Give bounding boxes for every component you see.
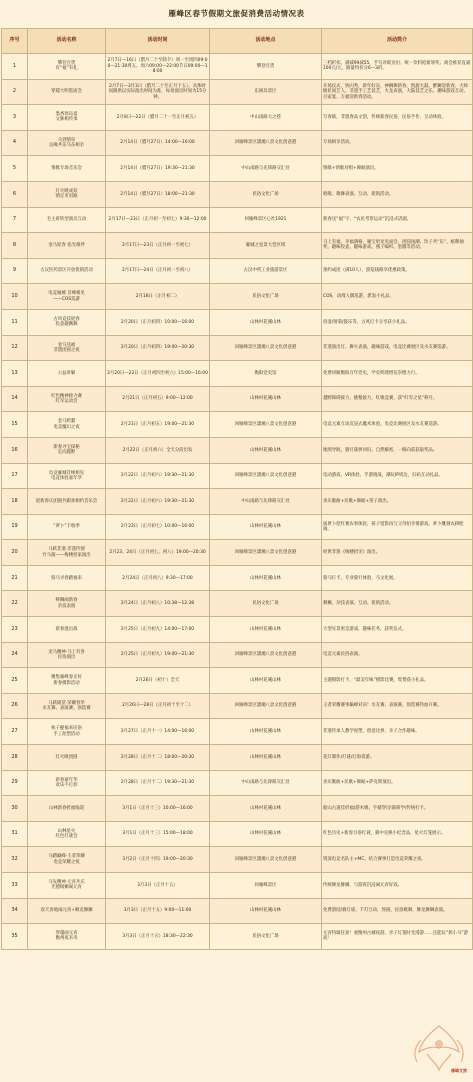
cell-activity-location: 山林村花溪山林 — [210, 309, 322, 335]
cell-activity-location: 山林村花溪山林 — [210, 898, 322, 924]
table-row — [2, 770, 473, 796]
cell-activity-name: 马踏巅峰·王者荣耀 电竞荣耀之夜 — [28, 847, 106, 873]
table-row — [2, 361, 473, 387]
table-row — [2, 540, 473, 566]
cell-activity-name: 聚集雁峰春正好 新春摄影活动 — [28, 668, 106, 694]
cell-activity-intro: 主题摄影打卡，“最美年味”摄影比赛，集赞获小礼品。 — [322, 668, 473, 694]
cell-activity-intro: 舞狮，杂技表演、互动、促销活动。 — [322, 591, 473, 617]
cell-activity-intro: 专场相亲活动。 — [322, 130, 473, 156]
cell-activity-location: 回雁峰景区潇湘八景文化创意港 — [210, 642, 322, 668]
cell-activity-location: 中山南路与先锋路交汇处 — [210, 156, 322, 182]
cell-activity-name: 毛主席转型演员互动 — [28, 207, 106, 233]
activity-table — [1, 28, 473, 950]
cell-activity-location: 回雁峰景区潇湘八景文化创意港 — [210, 693, 322, 719]
cell-activity-time: 2月20日（正月初四）19:00—20:30 — [106, 335, 210, 361]
table-row — [2, 898, 473, 924]
cell-activity-name: 攀登百货 有“福”有礼 — [28, 54, 106, 80]
cell-activity-location: 山林村花溪山林 — [210, 745, 322, 771]
cell-activity-time: 2月24日（正月初八）9:30—17:00 — [106, 565, 210, 591]
cell-activity-time: 2月14日（腊月27日）19:30—21:30 — [106, 156, 210, 182]
cell-activity-name: 鲜狮闹新春 杂技表演 — [28, 591, 106, 617]
cell-activity-location: 山林村花溪山林 — [210, 796, 322, 822]
cell-activity-intro: 预约成团（满10人），游览线路享优惠政策。 — [322, 258, 473, 284]
cell-activity-time: 2月25日（正月初九）19:00—21:30 — [106, 642, 210, 668]
cell-activity-location: 民俗文化广场 — [210, 924, 322, 950]
cell-activity-name: 灯火映成双 情定市府路 — [28, 181, 106, 207]
cell-index: 9 — [2, 258, 28, 284]
cell-activity-intro: 新春送“福”字、“农民考察运动”沉浸式话剧。 — [322, 207, 473, 233]
cell-index: 27 — [2, 719, 28, 745]
cell-activity-time: 2月26日（初十）全天 — [106, 668, 210, 694]
cell-activity-location: 民俗文化广场 — [210, 181, 322, 207]
cell-activity-name: 新春逃出战 — [28, 617, 106, 643]
cell-activity-time: 2月21日（正月初五）9:00—12:00 — [106, 386, 210, 412]
cell-activity-name: 穿越闹元宵 衡州夜未央 — [28, 924, 106, 950]
table-row — [2, 79, 473, 105]
cell-index: 1 — [2, 54, 28, 80]
cell-activity-time: 2月17日—23日（正月初一至初七）9:30—12:00 — [106, 207, 210, 233]
cell-activity-name: 新春寻宝探秘 定向越野 — [28, 437, 106, 463]
cell-activity-intro: 非遗演出灯、舞火表演、趣味游戏、电竞比赛展区及水友赛巡游。 — [322, 335, 473, 361]
table-row — [2, 156, 473, 182]
cell-activity-time: 3月3日（正月十五）9:00—11:00 — [106, 898, 210, 924]
cell-activity-intro: 电动游戏、VR体验、手游挑战，潮玩IP周边，扫码互动礼品。 — [322, 463, 473, 489]
cell-activity-intro: 电竞元素互动沉浸式魔术体验，电竞比赛展区及水友赛巡游。 — [322, 412, 473, 438]
cell-activity-name: 新春嘉年华 欢乐不打烊 — [28, 770, 106, 796]
table-row — [2, 693, 473, 719]
cell-index: 2 — [2, 79, 28, 105]
cell-activity-time: 2月28日（正月十二）19:30—21:30 — [106, 770, 210, 796]
cell-activity-name: 金马迎春 焰光相伴 — [28, 233, 106, 259]
cell-activity-location: 山林村花溪山林 — [210, 617, 322, 643]
cell-activity-time: 3月3日（正月十五） — [106, 873, 210, 899]
cell-activity-name: 金马送福 非遗团圆之夜 — [28, 335, 106, 361]
cell-activity-intro: 电竞元素民俗表演。 — [322, 642, 473, 668]
cell-index: 12 — [2, 335, 28, 361]
cell-activity-time: 3月3日（正月十五）18:30—22:30 — [106, 924, 210, 950]
cell-activity-time: 2月24日（正月初八）10:38—12:38 — [106, 591, 210, 617]
table-row — [2, 181, 473, 207]
cell-activity-name: 情歌专场音乐会 — [28, 156, 106, 182]
cell-activity-location: 山林村花溪山林 — [210, 668, 322, 694]
cell-index: 14 — [2, 386, 28, 412]
cell-index: 22 — [2, 591, 28, 617]
cell-activity-time: 3月1日（正月十三）10:00—16:00 — [106, 796, 210, 822]
cell-activity-location: 中山南路与先锋路交汇处 — [210, 489, 322, 515]
cell-activity-intro: 越野障碍接力、挑粮接力，红歌竞赛，获“红军之星”称号。 — [322, 386, 473, 412]
table-row — [2, 668, 473, 694]
watermark-text: 雁峰文旅 — [451, 1068, 467, 1073]
cell-index: 32 — [2, 847, 28, 873]
cell-activity-location: 回雁峰景区潇湘八景文化创意港 — [210, 540, 322, 566]
cell-activity-location: 回雁峰景区心社1921 — [210, 207, 322, 233]
table-row — [2, 284, 473, 310]
cell-activity-time: 2月8日—22日（腊月二十一至正月初五） — [106, 105, 210, 131]
table-row — [2, 309, 473, 335]
cell-activity-intro: 唱歌、歌舞表演、互动、促销活动。 — [322, 181, 473, 207]
table-row — [2, 105, 473, 131]
table-row — [2, 463, 473, 489]
cell-index: 30 — [2, 796, 28, 822]
table-row — [2, 642, 473, 668]
page-title: 雁峰区春节假期文旅促消费活动情况表 — [168, 9, 305, 18]
cell-activity-name: 龙马精神·马上有喜 民俗演出 — [28, 642, 106, 668]
table-row — [2, 591, 473, 617]
cell-activity-location: 回雁峰景区潇湘八景文化创意港 — [210, 130, 322, 156]
table-row — [2, 437, 473, 463]
cell-activity-name: 金马跨骝 电竞魔幻之夜 — [28, 412, 106, 438]
cell-activity-name: 古汉医药景区开放促销活动 — [28, 258, 106, 284]
cell-activity-name: 欢天喜地闹元宵+舞龙舞狮 — [28, 898, 106, 924]
table-row — [2, 130, 473, 156]
cell-activity-time: 2月14日（腊月27日）14:00—16:00 — [106, 130, 210, 156]
cell-activity-intro: 非遗传承人教学泥塑，创意比拼，亲子合作趣味。 — [322, 719, 473, 745]
cell-activity-intro: 船山古道挂折福/游木棉、手循穿/亲联研学/传统打卡。 — [322, 796, 473, 822]
horse-emblem-icon — [407, 1020, 471, 1078]
table-row — [2, 233, 473, 259]
cell-index: 8 — [2, 233, 28, 259]
cell-activity-name: 骑马寻春踏福来 — [28, 565, 106, 591]
cell-activity-name: 马先精神·元宵共庆 光德揭狮闹元宵 — [28, 873, 106, 899]
cell-activity-time: 2月22日（正月初六）全天分段出发 — [106, 437, 210, 463]
cell-activity-intro: 写春联，非遗春品文创，传统新春民俗，民俗手作，互动体验。 — [322, 105, 473, 131]
header-activity-time: 活动时间 — [106, 29, 210, 54]
table-header-row — [2, 29, 473, 54]
cell-index: 6 — [2, 181, 28, 207]
cell-index: 3 — [2, 105, 28, 131]
cell-activity-name: 穿越大明逛庙会 — [28, 79, 106, 105]
cell-activity-intro: 资深电竞名队主+MC、结合赛事打造电竞荣耀之夜。 — [322, 847, 473, 873]
cell-activity-name: 迎新春庆团圆共跟欢相约音乐会 — [28, 489, 106, 515]
cell-activity-location: 东洲岛景区 — [210, 79, 322, 105]
table-row — [2, 489, 473, 515]
table-row — [2, 54, 473, 80]
cell-activity-location: 古汉中药工业旅游景区 — [210, 258, 322, 284]
cell-activity-location: 衡阳党史馆 — [210, 361, 322, 387]
cell-index: 24 — [2, 642, 28, 668]
cell-activity-location: 中山南路大之巷 — [210, 105, 322, 131]
cell-index: 33 — [2, 873, 28, 899]
cell-index: 34 — [2, 898, 28, 924]
cell-activity-intro: 拔萝卜挖红薯农事体验，孩子留影再与父母拍亲情游戏，萝卜雕刻农耕绘画。 — [322, 514, 473, 540]
cell-index: 4 — [2, 130, 28, 156]
cell-activity-time: 2月22日（正月初六）19:30—21:30 — [106, 489, 210, 515]
cell-index: 35 — [2, 924, 28, 950]
cell-index: 10 — [2, 284, 28, 310]
cell-activity-name: 电竞雁城 首峰相见 ——COS巡游 — [28, 284, 106, 310]
cell-activity-time: 2月14日（腊月27日）18:00—21:30 — [106, 181, 210, 207]
cell-index: 20 — [2, 540, 28, 566]
table-row — [2, 386, 473, 412]
cell-index: 23 — [2, 617, 28, 643]
table-row — [2, 207, 473, 233]
cell-activity-time: 2月17日—23日（正月初一至初七） — [106, 233, 210, 259]
table-row — [2, 514, 473, 540]
table-row — [2, 821, 473, 847]
cell-index: 11 — [2, 309, 28, 335]
cell-activity-location: 山林村花溪山林 — [210, 386, 322, 412]
cell-index: 7 — [2, 207, 28, 233]
cell-activity-intro: 骑马打卡，专业骑行体验，马文化展。 — [322, 565, 473, 591]
cell-activity-time: 3月2日（正月十四）19:00—20:30 — [106, 847, 210, 873]
cell-activity-time: 2月23、24日（正月初七、初八）19:00—20:30 — [106, 540, 210, 566]
header-activity-intro: 活动简介 — [322, 29, 473, 54]
cell-activity-name: 马到情牵 良缘共乐马东相亲 — [28, 130, 106, 156]
cell-index: 17 — [2, 463, 28, 489]
cell-activity-location: 山林村花溪山林 — [210, 565, 322, 591]
cell-activity-intro: 喜庆歌曲+民歌+舞蹈+萨克斯演出。 — [322, 770, 473, 796]
cell-activity-location: 山林村花溪山林 — [210, 821, 322, 847]
cell-activity-name: 马跃非遗·非遗传情 竹马演——梅楼招家演出 — [28, 540, 106, 566]
cell-activity-location: 民俗文化广场 — [210, 284, 322, 310]
cell-activity-intro: 传统舞龙舞狮，与游客沉浸闹元宵好戏。 — [322, 873, 473, 899]
table-row — [2, 617, 473, 643]
cell-index: 26 — [2, 693, 28, 719]
cell-activity-intro: 大型实景密室游戏，趣味任务，获奖仪式。 — [322, 617, 473, 643]
table-body — [2, 54, 473, 950]
cell-activity-intro: 免费讲解衡阳百年党史，学史明理增信崇德力行。 — [322, 361, 473, 387]
cell-activity-intro: 地图导航，猜灯谜拼词识，自然解密，一路向前获取奖品。 — [322, 437, 473, 463]
cell-activity-time: 3月1日（正月十三）15:00—18:00 — [106, 821, 210, 847]
cell-activity-name: 墨香瑶岛宴 文脉相传承 — [28, 105, 106, 131]
cell-activity-intro: 经典非遗《梅楼招亲》演出。 — [322, 540, 473, 566]
cell-activity-time: 2月18日（正月初二） — [106, 284, 210, 310]
cell-activity-intro: 开场仪式，快闪秀，新年好乐，神狮舞新春，凯旋大鼓、醉狮迎新春，大师级民间艺人、非遗手工艺技艺，火龙表演，大陆技艺之乐，趣味游戏互动、百家宴、万福迎新春活动。 — [322, 79, 473, 105]
cell-activity-location: 雁城之星景大型区域 — [210, 233, 322, 259]
cell-index: 31 — [2, 821, 28, 847]
table-row — [2, 412, 473, 438]
horse-emblem-graphic — [407, 1020, 471, 1078]
cell-activity-time: 2月26日—28日（正月初十至十二） — [106, 693, 210, 719]
cell-activity-intro: 红色历史+新春习俗灯谜，猜中兑换小纪念品，星火灯笼展示。 — [322, 821, 473, 847]
cell-index: 5 — [2, 156, 28, 182]
cell-activity-intro: 情歌+情歌对唱+舞蹈演出。 — [322, 156, 473, 182]
cell-activity-location: 回雁峰景区潇湘八景文化创意港 — [210, 412, 322, 438]
cell-activity-time: 2月7日—16日（腊月二十至除夕）周一至周四09:00—21:30周五、周六09:00—22:00节日09:00—18:00 — [106, 54, 210, 80]
cell-index: 18 — [2, 489, 28, 515]
cell-index: 21 — [2, 565, 28, 591]
cell-activity-time: 2月20日—22日（正月初四至初六）15:00—16:00 — [106, 361, 210, 387]
cell-index: 28 — [2, 745, 28, 771]
cell-activity-time: 2月7日—3月3日（腊月二十至正月十五）。具体时间跟供以实际演出时间为准，每场演出时间为15分钟。 — [106, 79, 210, 105]
cell-activity-location: 回雁峰景区 — [210, 873, 322, 899]
cell-activity-intro: COS，动漫人偶巡游，派发小礼品。 — [322, 284, 473, 310]
cell-activity-intro: 花灯制作/灯谜/灯海赏游。 — [322, 745, 473, 771]
cell-activity-name: 马跃破苗·荣耀春华 水友赛、表演赛、预选赛 — [28, 693, 106, 719]
cell-activity-time: 2月17日—24日（正月初一至初八） — [106, 258, 210, 284]
header-activity-location: 活动地点 — [210, 29, 322, 54]
cell-index: 15 — [2, 412, 28, 438]
cell-activity-location: 山林村花溪山林 — [210, 514, 322, 540]
cell-activity-time: 2月28日（正月十二）18:00—20:30 — [106, 745, 210, 771]
cell-activity-location: 中山南路与先锋路交汇处 — [210, 770, 322, 796]
cell-activity-time: 2月21日（正月初五）19:00—21:30 — [106, 412, 210, 438]
cell-activity-intro: 喜庆歌曲+民歌+舞蹈+笛子演出。 — [322, 489, 473, 515]
table-row — [2, 873, 473, 899]
cell-activity-name: 山林新春折福线道 — [28, 796, 106, 822]
cell-index: 29 — [2, 770, 28, 796]
cell-activity-location: 民俗文化广场 — [210, 591, 322, 617]
cell-activity-name: 公益讲解 — [28, 361, 106, 387]
cell-index: 25 — [2, 668, 28, 694]
cell-activity-name: 电竞雁城首峰相见 电竞体验嘉年华 — [28, 463, 106, 489]
cell-activity-location: 攀登百货 — [210, 54, 322, 80]
cell-activity-location: 山林村花溪山林 — [210, 437, 322, 463]
cell-activity-time: 2月25日（正月初九）14:00—17:00 — [106, 617, 210, 643]
cell-activity-intro: 王者荣耀赛事巅峰对决！水友赛、表演赛、预选赛热血开赛。 — [322, 693, 473, 719]
cell-activity-location: 回雁峰景区潇湘八景文化创意港 — [210, 335, 322, 361]
cell-activity-name: 红色精神接力赛 红军运动会 — [28, 386, 106, 412]
cell-activity-name: “萝卜”丰收季 — [28, 514, 106, 540]
table-row — [2, 796, 473, 822]
table-row — [2, 565, 473, 591]
cell-activity-time: 2月20日（正月初四）10:00—16:00 — [106, 309, 210, 335]
cell-index: 19 — [2, 514, 28, 540]
table-row — [2, 719, 473, 745]
table-row — [2, 847, 473, 873]
cell-activity-intro: 免费游园/猜灯谜、千灯互动，汤圆，民俗歌舞，舞龙舞狮表演。 — [322, 898, 473, 924]
table-row — [2, 258, 473, 284]
cell-activity-location: 回雁峰景区潇湘八景文化创意港 — [210, 847, 322, 873]
table-row — [2, 745, 473, 771]
cell-activity-time: 2月27日（正月十一）14:00—16:00 — [106, 719, 210, 745]
cell-index: 13 — [2, 361, 28, 387]
cell-activity-location: 山林村花溪山林 — [210, 719, 322, 745]
header-index: 序号 — [2, 29, 28, 54]
cell-activity-name: 古风竞技迎春 投壶趣飘舞 — [28, 309, 106, 335]
cell-activity-time: 2月23日（正月初七）10:00—16:00 — [106, 514, 210, 540]
header-activity-name: 活动名称 — [28, 29, 106, 54]
cell-activity-name: 山林星火 红色灯谜会 — [28, 821, 106, 847]
cell-activity-intro: 投壶/射箭/鼓乐等，古风打卡分享获小礼品。 — [322, 309, 473, 335]
cell-activity-intro: 马上有福、幸福满格、雁宝奶龙见面会、团圆国潮、饮子共“乐”、纸牌抽奖、趣味投壶、趣味游戏、燕子编织、套圈等活动。 — [322, 233, 473, 259]
table-row — [2, 924, 473, 950]
cell-index: 16 — [2, 437, 28, 463]
table-row — [2, 335, 473, 361]
cell-activity-intro: 三档折扣、满减99减55，手写对联送出；统一饮料抢新领奖；商会推荐直减100元/元，限量特价分6—3折。 — [322, 54, 473, 80]
cell-activity-location: 回雁峰景区潇湘八景文化创意港 — [210, 463, 322, 489]
cell-activity-name: 灯火映团圆 — [28, 745, 106, 771]
cell-activity-time: 2月22日（正月初六）19:30—21:30 — [106, 463, 210, 489]
cell-activity-intro: 元宵特辑狂欢！重衡州古城夜游、亲子灯笼时光漫游……还能玩“抓小马”游戏！ — [322, 924, 473, 950]
cell-activity-name: 执子握福来民俗 手工泥塑活动 — [28, 719, 106, 745]
